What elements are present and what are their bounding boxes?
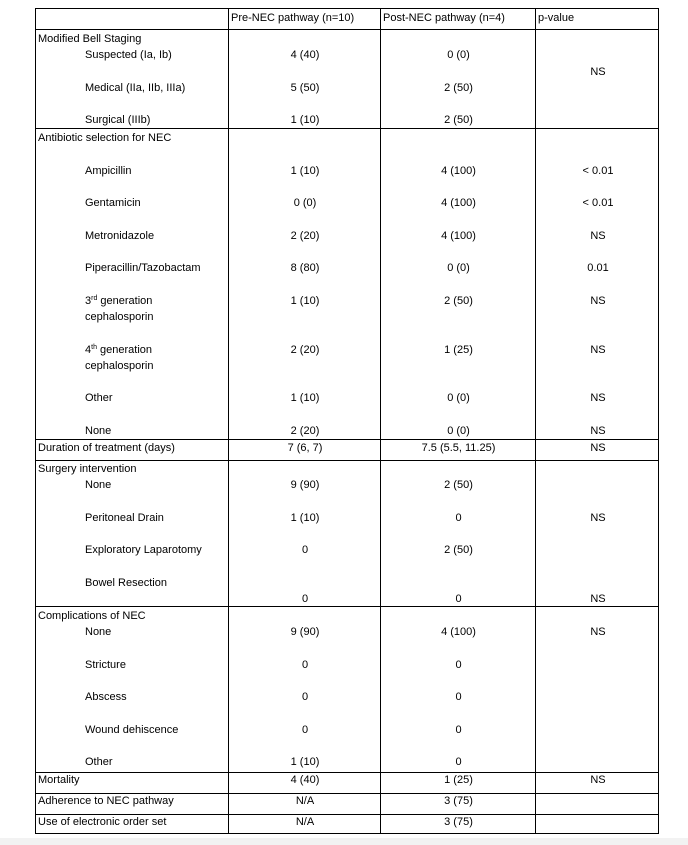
cell-p-value: < 0.01	[582, 197, 614, 209]
results-table	[35, 8, 659, 834]
cell-pre: 1 (10)	[290, 114, 320, 126]
row-label	[85, 295, 152, 308]
cell-pre: 5 (50)	[290, 82, 320, 94]
cell-pre: 8 (80)	[290, 262, 320, 274]
cell-pre: 2 (20)	[290, 230, 320, 242]
cell-p-value: NS	[590, 230, 606, 242]
cell-p-value: NS	[590, 392, 606, 404]
row-label: Wound dehiscence	[85, 724, 179, 736]
ordinal-number: 4	[85, 344, 92, 356]
cell-post: 4 (100)	[441, 197, 476, 209]
row-label-order-set: Use of electronic order set	[38, 816, 167, 828]
cell-post: 3 (75)	[444, 795, 473, 807]
row-label: Abscess	[85, 691, 127, 703]
cell-pre: 0	[301, 593, 309, 605]
header-pre-nec: Pre-NEC pathway (n=10)	[231, 12, 355, 24]
cell-post: 0 (0)	[447, 392, 470, 404]
row-divider	[36, 606, 658, 607]
cell-post: 2 (50)	[444, 82, 473, 94]
cell-post: 1 (25)	[444, 344, 473, 356]
cell-pre: 9 (90)	[290, 479, 320, 491]
section-title-complications: Complications of NEC	[38, 610, 146, 622]
row-divider	[36, 793, 658, 794]
cell-post: 0 (0)	[447, 49, 470, 61]
cell-post: 2 (50)	[444, 295, 473, 307]
cell-pre: 1 (10)	[290, 512, 320, 524]
cell-post: 4 (100)	[441, 165, 476, 177]
ordinal-suffix: th	[91, 344, 97, 351]
row-label-duration: Duration of treatment (days)	[38, 442, 175, 454]
row-label: None	[85, 479, 112, 491]
cell-p-value: NS	[590, 442, 606, 454]
row-divider	[36, 814, 658, 815]
cell-p-value: NS	[590, 295, 606, 307]
cell-pre: 0	[301, 691, 309, 703]
section-title-antibiotic: Antibiotic selection for NEC	[38, 132, 172, 144]
row-divider	[36, 460, 658, 461]
cell-pre: 1 (10)	[290, 756, 320, 768]
column-divider	[228, 9, 229, 833]
cell-post: 0	[455, 724, 462, 736]
section-title-bell-staging: Modified Bell Staging	[38, 33, 142, 45]
cell-pre: 4 (40)	[290, 774, 320, 786]
cell-post: 0 (0)	[447, 425, 470, 437]
row-label-adherence: Adherence to NEC pathway	[38, 795, 174, 807]
row-label-line2: cephalosporin	[85, 311, 154, 323]
cell-pre: 1 (10)	[290, 165, 320, 177]
row-label: Medical (IIa, IIb, IIIa)	[85, 82, 186, 94]
label-rest: generation	[96, 344, 153, 356]
cell-post: 1 (25)	[444, 774, 473, 786]
cell-post: 0	[455, 593, 462, 605]
row-label: Metronidazole	[85, 230, 155, 242]
cell-post: 0	[455, 756, 462, 768]
row-divider	[36, 29, 658, 30]
cell-pre: 0	[301, 544, 309, 556]
cell-p-value: NS	[590, 66, 606, 78]
row-divider	[36, 128, 658, 129]
cell-post: 2 (50)	[444, 479, 473, 491]
row-label: None	[85, 425, 112, 437]
label-rest: generation	[97, 295, 153, 307]
header-p-value: p-value	[538, 12, 575, 24]
row-label: Other	[85, 756, 113, 768]
row-label: Stricture	[85, 659, 126, 671]
row-label: Ampicillin	[85, 165, 132, 177]
cell-p-value: 0.01	[587, 262, 609, 274]
cell-p-value: NS	[590, 774, 606, 786]
cell-pre: 0 (0)	[293, 197, 317, 209]
cell-post: 3 (75)	[444, 816, 473, 828]
cell-post: 0	[455, 512, 462, 524]
cell-pre: 9 (90)	[290, 626, 320, 638]
row-label: None	[85, 626, 112, 638]
cell-pre: 1 (10)	[290, 295, 320, 307]
section-title-surgery: Surgery intervention	[38, 463, 137, 475]
cell-post: 0	[455, 659, 462, 671]
cell-p-value: NS	[590, 593, 606, 605]
cell-post: 7.5 (5.5, 11.25)	[421, 442, 496, 454]
column-divider	[380, 9, 381, 833]
cell-pre: 0	[301, 724, 309, 736]
cell-pre: 7 (6, 7)	[287, 442, 323, 454]
row-divider	[36, 439, 658, 440]
cell-p-value: NS	[590, 626, 606, 638]
row-label: Surgical (IIIb)	[85, 114, 151, 126]
row-label-line2: cephalosporin	[85, 360, 154, 372]
cell-post: 2 (50)	[444, 544, 473, 556]
row-divider	[36, 772, 658, 773]
cell-post: 0	[455, 691, 462, 703]
cell-post: 2 (50)	[444, 114, 473, 126]
cell-pre: 2 (20)	[290, 425, 320, 437]
cell-pre: 2 (20)	[290, 344, 320, 356]
cell-pre: 4 (40)	[290, 49, 320, 61]
header-post-nec: Post-NEC pathway (n=4)	[383, 12, 505, 24]
row-label-mortality: Mortality	[38, 774, 80, 786]
row-label: Other	[85, 392, 113, 404]
row-label: Piperacillin/Tazobactam	[85, 262, 201, 274]
row-label: Gentamicin	[85, 197, 141, 209]
cell-pre: N/A	[295, 816, 315, 828]
cell-post: 4 (100)	[441, 626, 476, 638]
cell-p-value: < 0.01	[582, 165, 614, 177]
ordinal-number: 3	[85, 295, 92, 307]
row-label	[85, 344, 152, 357]
cell-post: 4 (100)	[441, 230, 476, 242]
row-label: Suspected (Ia, Ib)	[85, 49, 172, 61]
cell-p-value: NS	[590, 512, 606, 524]
cell-pre: 1 (10)	[290, 392, 320, 404]
row-label: Peritoneal Drain	[85, 512, 164, 524]
cell-p-value: NS	[590, 425, 606, 437]
row-label: Exploratory Laparotomy	[85, 544, 202, 556]
ordinal-suffix: rd	[91, 295, 98, 302]
cell-p-value: NS	[590, 344, 606, 356]
column-divider	[535, 9, 536, 833]
row-label: Bowel Resection	[85, 577, 167, 589]
cell-post: 0 (0)	[447, 262, 470, 274]
cell-pre: N/A	[295, 795, 315, 807]
cell-pre: 0	[301, 659, 309, 671]
